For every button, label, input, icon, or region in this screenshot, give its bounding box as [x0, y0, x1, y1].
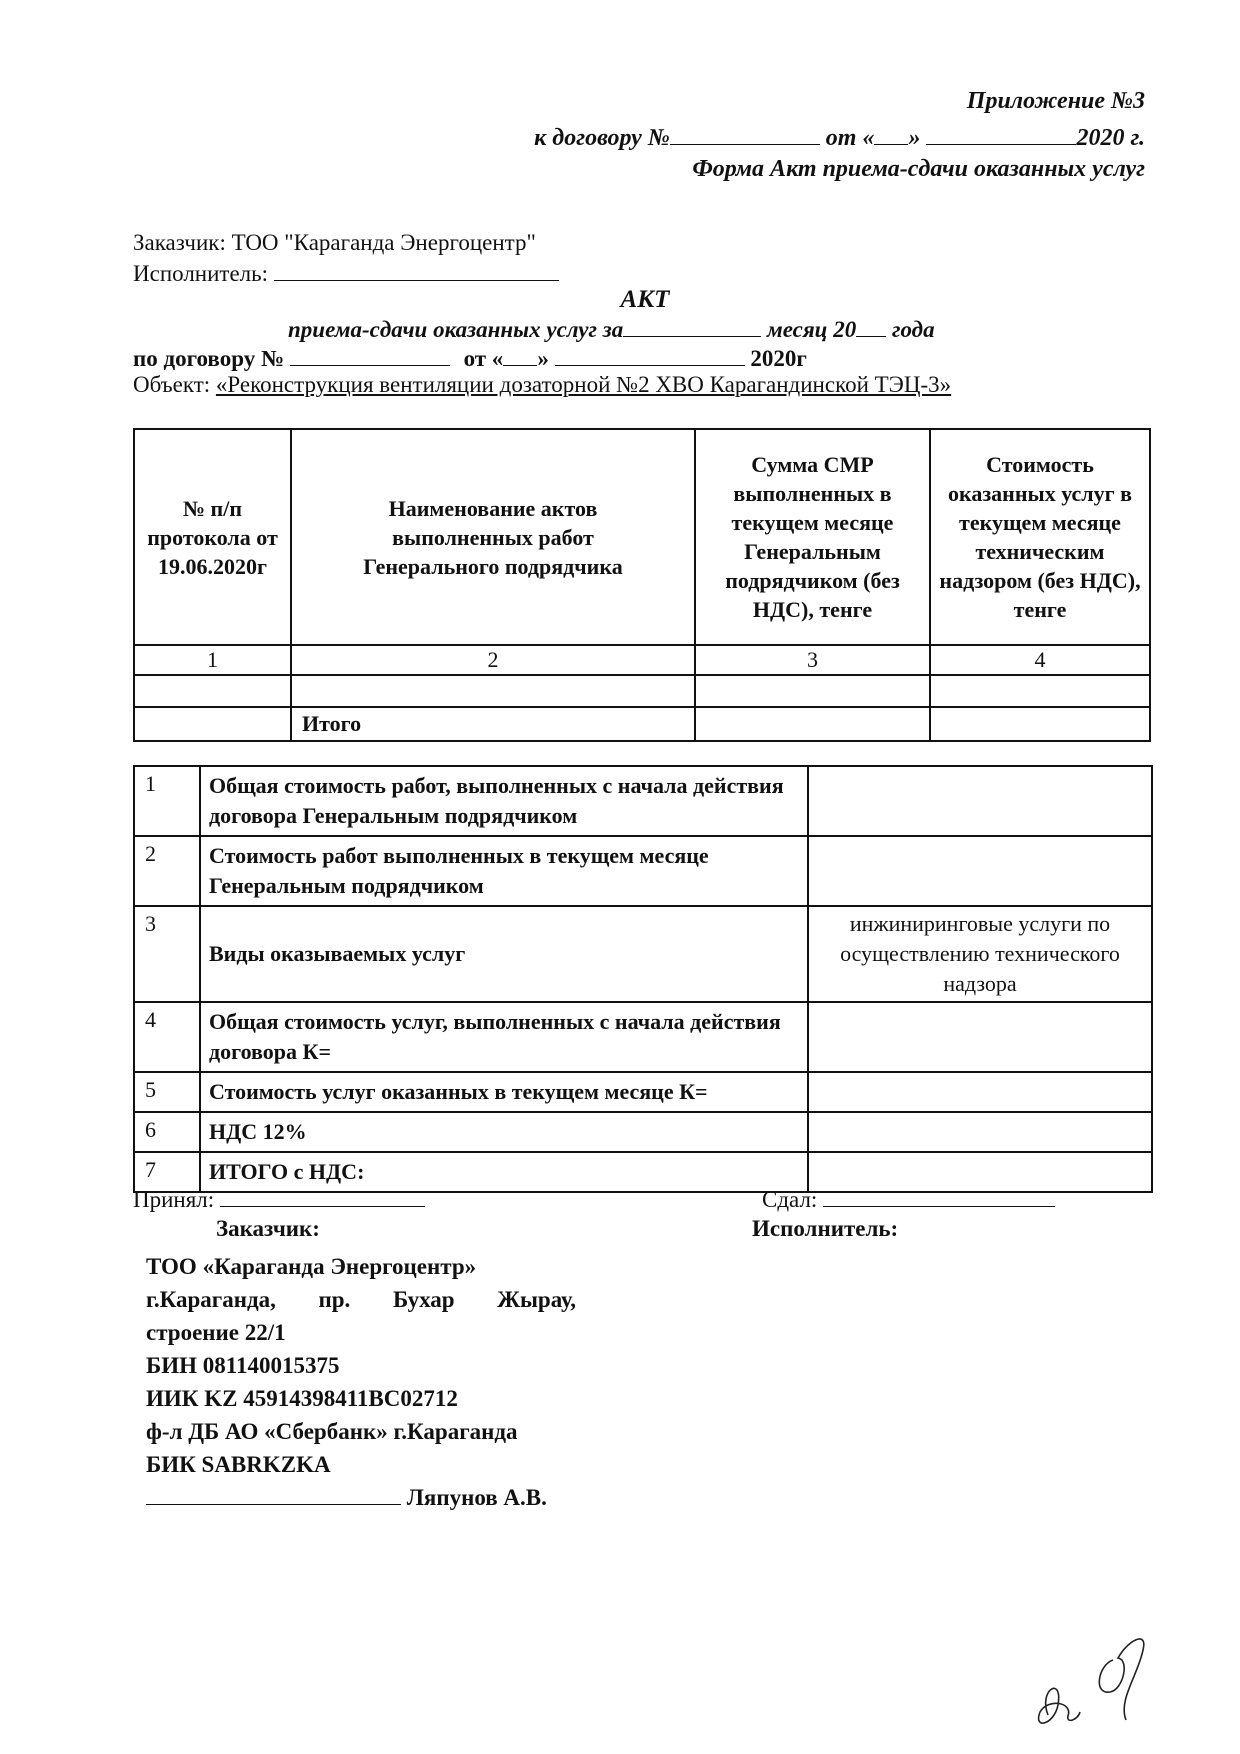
table1-total-works[interactable]	[695, 707, 930, 741]
customer-line: Заказчик: ТОО "Караганда Энергоцентр"	[133, 230, 536, 255]
form-title: Форма Акт приема-сдачи оказанных услуг	[692, 156, 1145, 182]
contract-reference	[534, 124, 1145, 152]
table2-row-value[interactable]	[808, 836, 1152, 906]
contract-quote-close: »	[908, 125, 921, 151]
handed-line	[762, 1186, 1055, 1213]
requisites-bank: ф-л ДБ АО «Сбербанк» г.Караганда	[146, 1419, 518, 1444]
table1-cell[interactable]	[134, 707, 291, 741]
act-contract-line	[133, 345, 807, 372]
executor-line	[133, 260, 559, 287]
table1-header-cell: Стоимость оказанных услуг в текущем месяце техническим надзором (без НДС), тенге	[930, 429, 1150, 645]
act-contract-date-blank[interactable]	[555, 345, 745, 366]
table2-row-desc: Общая стоимость работ, выполненных с начала действия договора Генеральным подрядчиком	[200, 766, 808, 836]
contract-from: от «	[825, 125, 875, 151]
act-contract-day-blank[interactable]	[503, 345, 537, 366]
signer-line	[146, 1484, 547, 1511]
table2-row	[134, 1002, 1152, 1072]
table2-row	[134, 906, 1152, 1002]
appendix-label: Приложение №3	[966, 88, 1145, 114]
table2-row	[134, 836, 1152, 906]
act-contract-prefix: по договору №	[133, 346, 285, 371]
table1-total-label: Итого	[291, 707, 695, 741]
act-contract-year: 2020г	[750, 346, 807, 371]
table2-row-number: 7	[134, 1152, 200, 1192]
requisites-street1: Бухар	[392, 1287, 455, 1312]
requisites-street2: Жырау,	[497, 1287, 576, 1312]
act-contract-from: от «	[463, 346, 504, 371]
table2-row-desc: ИТОГО с НДС:	[200, 1152, 808, 1192]
act-object-value: «Реконструкция вентиляции дозаторной №2 ХВО Карагандинской ТЭЦ-3»	[215, 372, 952, 397]
table1-cell[interactable]	[695, 675, 930, 707]
table2-row	[134, 1112, 1152, 1152]
table2-row	[134, 766, 1152, 836]
act-contract-number-blank[interactable]	[290, 345, 450, 366]
table2-row-number: 2	[134, 836, 200, 906]
requisites-city: г.Караганда,	[146, 1287, 276, 1312]
table2-row-desc: Общая стоимость услуг, выполненных с начала действия договора К=	[200, 1002, 808, 1072]
requisites-address	[146, 1283, 576, 1316]
act-object-line	[133, 372, 951, 398]
act-object-label: Объект:	[133, 372, 211, 397]
act-month-blank[interactable]	[623, 316, 761, 337]
table2-row-value[interactable]	[808, 1072, 1152, 1112]
accepted-signature-blank[interactable]	[220, 1186, 425, 1207]
contract-day-blank[interactable]	[874, 124, 908, 145]
requisites-bik: БИК SABRKZKA	[146, 1452, 331, 1477]
table1-cell[interactable]	[930, 675, 1150, 707]
table1-header-text: Наименование актов выполненных работ Генерального подрядчика	[363, 495, 623, 579]
contract-number-blank[interactable]	[670, 124, 820, 145]
table1-total-row	[134, 707, 1150, 741]
table1-numbering-row	[134, 645, 1150, 675]
act-year-blank[interactable]	[856, 316, 886, 337]
table1-col-number: 4	[930, 645, 1150, 675]
requisites-iik: ИИК KZ 45914398411BC02712	[146, 1386, 458, 1411]
act-subtitle-year: года	[891, 317, 935, 342]
table2-row-desc: Виды оказываемых услуг	[200, 906, 808, 1002]
table2-row-number: 4	[134, 1002, 200, 1072]
table2-row-value[interactable]	[808, 1112, 1152, 1152]
table1-header-cell: Сумма СМР выполненных в текущем месяце Генеральным подрядчиком (без НДС), тенге	[695, 429, 930, 645]
table2-row-desc: Стоимость работ выполненных в текущем месяце Генеральным подрядчиком	[200, 836, 808, 906]
executor-role: Исполнитель:	[752, 1216, 899, 1241]
table2-row	[134, 1072, 1152, 1112]
customer-requisites	[146, 1250, 576, 1481]
table2-row-number: 1	[134, 766, 200, 836]
contract-prefix: к договору №	[534, 125, 670, 151]
table2-row-number: 5	[134, 1072, 200, 1112]
act-title: АКТ	[620, 286, 670, 313]
requisites-building: строение 22/1	[146, 1320, 286, 1345]
table1-header-row	[134, 429, 1150, 645]
act-subtitle	[288, 316, 935, 343]
handed-signature-blank[interactable]	[823, 1186, 1055, 1207]
customer-role: Заказчик:	[216, 1216, 320, 1241]
act-subtitle-month: месяц 20	[766, 317, 857, 342]
table2-row-value[interactable]	[808, 766, 1152, 836]
signer-signature-blank[interactable]	[146, 1484, 401, 1505]
act-summary-table	[133, 428, 1151, 742]
table2-row-desc: НДС 12%	[200, 1112, 808, 1152]
requisites-bin: БИН 081140015375	[146, 1353, 340, 1378]
act-subtitle-prefix: приема-сдачи оказанных услуг за	[288, 317, 624, 342]
table2-row-number: 6	[134, 1112, 200, 1152]
handwritten-initials-icon	[1018, 1620, 1188, 1740]
signer-name: Ляпунов А.В.	[406, 1485, 547, 1510]
table1-col-number: 2	[291, 645, 695, 675]
accepted-line	[133, 1186, 425, 1213]
table1-total-services[interactable]	[930, 707, 1150, 741]
accepted-label: Принял:	[133, 1187, 215, 1212]
requisites-company: ТОО «Караганда Энергоцентр»	[146, 1254, 477, 1279]
table1-cell[interactable]	[134, 675, 291, 707]
table1-data-row	[134, 675, 1150, 707]
contract-date-blank[interactable]	[926, 124, 1076, 145]
table1-cell[interactable]	[291, 675, 695, 707]
table2-row-value[interactable]: инжиниринговые услуги по осуществлению технического надзора	[808, 906, 1152, 1002]
executor-label: Исполнитель:	[133, 261, 269, 286]
contract-year: 2020 г.	[1076, 125, 1145, 151]
table2-row-desc: Стоимость услуг оказанных в текущем месяце К=	[200, 1072, 808, 1112]
table1-col-number: 3	[695, 645, 930, 675]
table2-row-number: 3	[134, 906, 200, 1002]
table2-row-value[interactable]	[808, 1002, 1152, 1072]
table1-header-cell: № п/п протокола от 19.06.2020г	[134, 429, 291, 645]
table1-col-number: 1	[134, 645, 291, 675]
executor-blank[interactable]	[274, 260, 559, 281]
act-contract-quote-close: »	[537, 346, 549, 371]
table1-header-cell	[291, 429, 695, 645]
cost-breakdown-table	[133, 765, 1153, 1193]
handed-label: Сдал:	[762, 1187, 818, 1212]
requisites-ave: пр.	[318, 1287, 351, 1312]
